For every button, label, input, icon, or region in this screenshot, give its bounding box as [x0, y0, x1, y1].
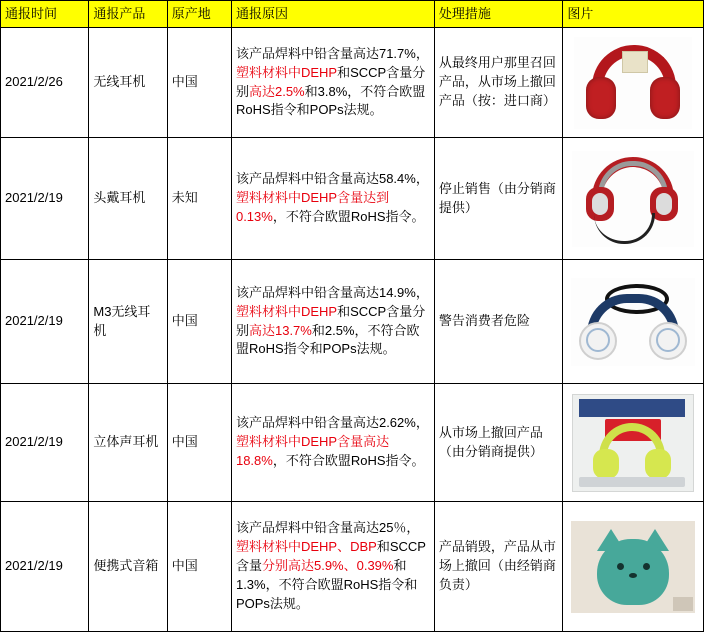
reason-text: 该产品焊料中铅含量高达2.62%， — [235, 415, 429, 431]
reason-text-highlight: 塑料材料中DEHP、DBP — [235, 539, 377, 555]
cell-origin: 中国 — [167, 502, 231, 632]
table-body — [1, 28, 704, 632]
cell-time: 2021/2/19 — [1, 384, 89, 502]
reason-text: ，不符合欧盟RoHS指令。 — [272, 208, 425, 224]
image-container — [567, 521, 699, 613]
cell-origin: 中国 — [167, 384, 231, 502]
table-row — [1, 260, 704, 384]
cell-reason — [231, 502, 434, 632]
reason-text: 和1.3%，不符合欧盟RoHS指令和POPs法规。 — [235, 558, 418, 611]
reason-text: 和3.8%，不符合欧盟RoHS指令和POPs法规。 — [235, 83, 426, 118]
cell-action: 产品销毁，产品从市场上撤回（由经销商负责） — [434, 502, 563, 632]
reason-text: 该产品焊料中铅含量高达71.7%， — [235, 45, 429, 61]
cell-reason — [231, 138, 434, 260]
white-blue-headphones-coiled-cable-photo — [571, 278, 695, 366]
header-cell-time: 通报时间 — [1, 1, 89, 28]
red-grey-headphones-with-cable-photo — [572, 151, 694, 247]
table-row — [1, 28, 704, 138]
reason-text: 和SCCP含量分别 — [235, 303, 426, 338]
header-cell-product: 通报产品 — [89, 1, 167, 28]
cell-action: 从市场上撤回产品（由分销商提供） — [434, 384, 563, 502]
reason-text: ，不符合欧盟RoHS指令。 — [272, 452, 425, 468]
reason-text-highlight: 塑料材料中DEHP含量高达18.8% — [235, 434, 390, 468]
red-over-ear-headphones-photo — [574, 37, 692, 129]
cell-origin: 中国 — [167, 28, 231, 138]
cell-image — [563, 260, 704, 384]
cell-reason — [231, 384, 434, 502]
cell-action: 停止销售（由分销商提供） — [434, 138, 563, 260]
cell-product: 无线耳机 — [89, 28, 167, 138]
cell-time: 2021/2/19 — [1, 502, 89, 632]
cell-image — [563, 384, 704, 502]
reason-text-highlight: 高达2.5% — [248, 83, 305, 99]
header-cell-reason: 通报原因 — [231, 1, 434, 28]
reason-text: 和SCCP含量 — [235, 539, 426, 574]
cell-reason — [231, 260, 434, 384]
image-container — [567, 278, 699, 366]
cell-action: 从最终用户那里召回产品，从市场上撤回产品（按：进口商） — [434, 28, 563, 138]
cell-product: 便携式音箱 — [89, 502, 167, 632]
reason-text-highlight: 塑料材料中DEHP含量达到0.13% — [235, 190, 390, 224]
cell-image — [563, 502, 704, 632]
reason-text: 和SCCP含量分别 — [235, 64, 426, 99]
reason-text: 该产品焊料中铅含量高达14.9%， — [235, 284, 429, 300]
table-row — [1, 502, 704, 632]
cell-product: 头戴耳机 — [89, 138, 167, 260]
header-cell-origin: 原产地 — [167, 1, 231, 28]
image-container — [567, 394, 699, 492]
cell-image — [563, 28, 704, 138]
reason-text: 该产品焊料中铅含量高达58.4%， — [235, 171, 429, 187]
cell-product: M3无线耳机 — [89, 260, 167, 384]
reason-text-highlight: 高达13.7% — [248, 322, 312, 338]
green-headphones-retail-pack-photo — [572, 394, 694, 492]
cell-product: 立体声耳机 — [89, 384, 167, 502]
header-cell-action: 处理措施 — [434, 1, 563, 28]
cell-time: 2021/2/19 — [1, 260, 89, 384]
image-container — [567, 37, 699, 129]
cell-origin: 中国 — [167, 260, 231, 384]
table-row — [1, 138, 704, 260]
reason-text-highlight: 分别高达5.9%、0.39% — [261, 558, 394, 574]
header-cell-image: 图片 — [563, 1, 704, 28]
cell-time: 2021/2/26 — [1, 28, 89, 138]
reason-text: 该产品焊料中铅含量高达25％， — [235, 520, 420, 536]
cell-action: 警告消费者危险 — [434, 260, 563, 384]
reason-text: 和2.5%，不符合欧盟RoHS指令和POPs法规。 — [235, 322, 420, 357]
header-row — [1, 1, 704, 28]
table-header — [1, 1, 704, 28]
reason-text-highlight: 塑料材料中DEHP — [235, 303, 338, 319]
cell-time: 2021/2/19 — [1, 138, 89, 260]
table-row — [1, 384, 704, 502]
cell-origin: 未知 — [167, 138, 231, 260]
cell-reason — [231, 28, 434, 138]
image-container — [567, 151, 699, 247]
teal-cat-speaker-photo — [571, 521, 695, 613]
cell-image — [563, 138, 704, 260]
reason-text-highlight: 塑料材料中DEHP — [235, 64, 338, 80]
